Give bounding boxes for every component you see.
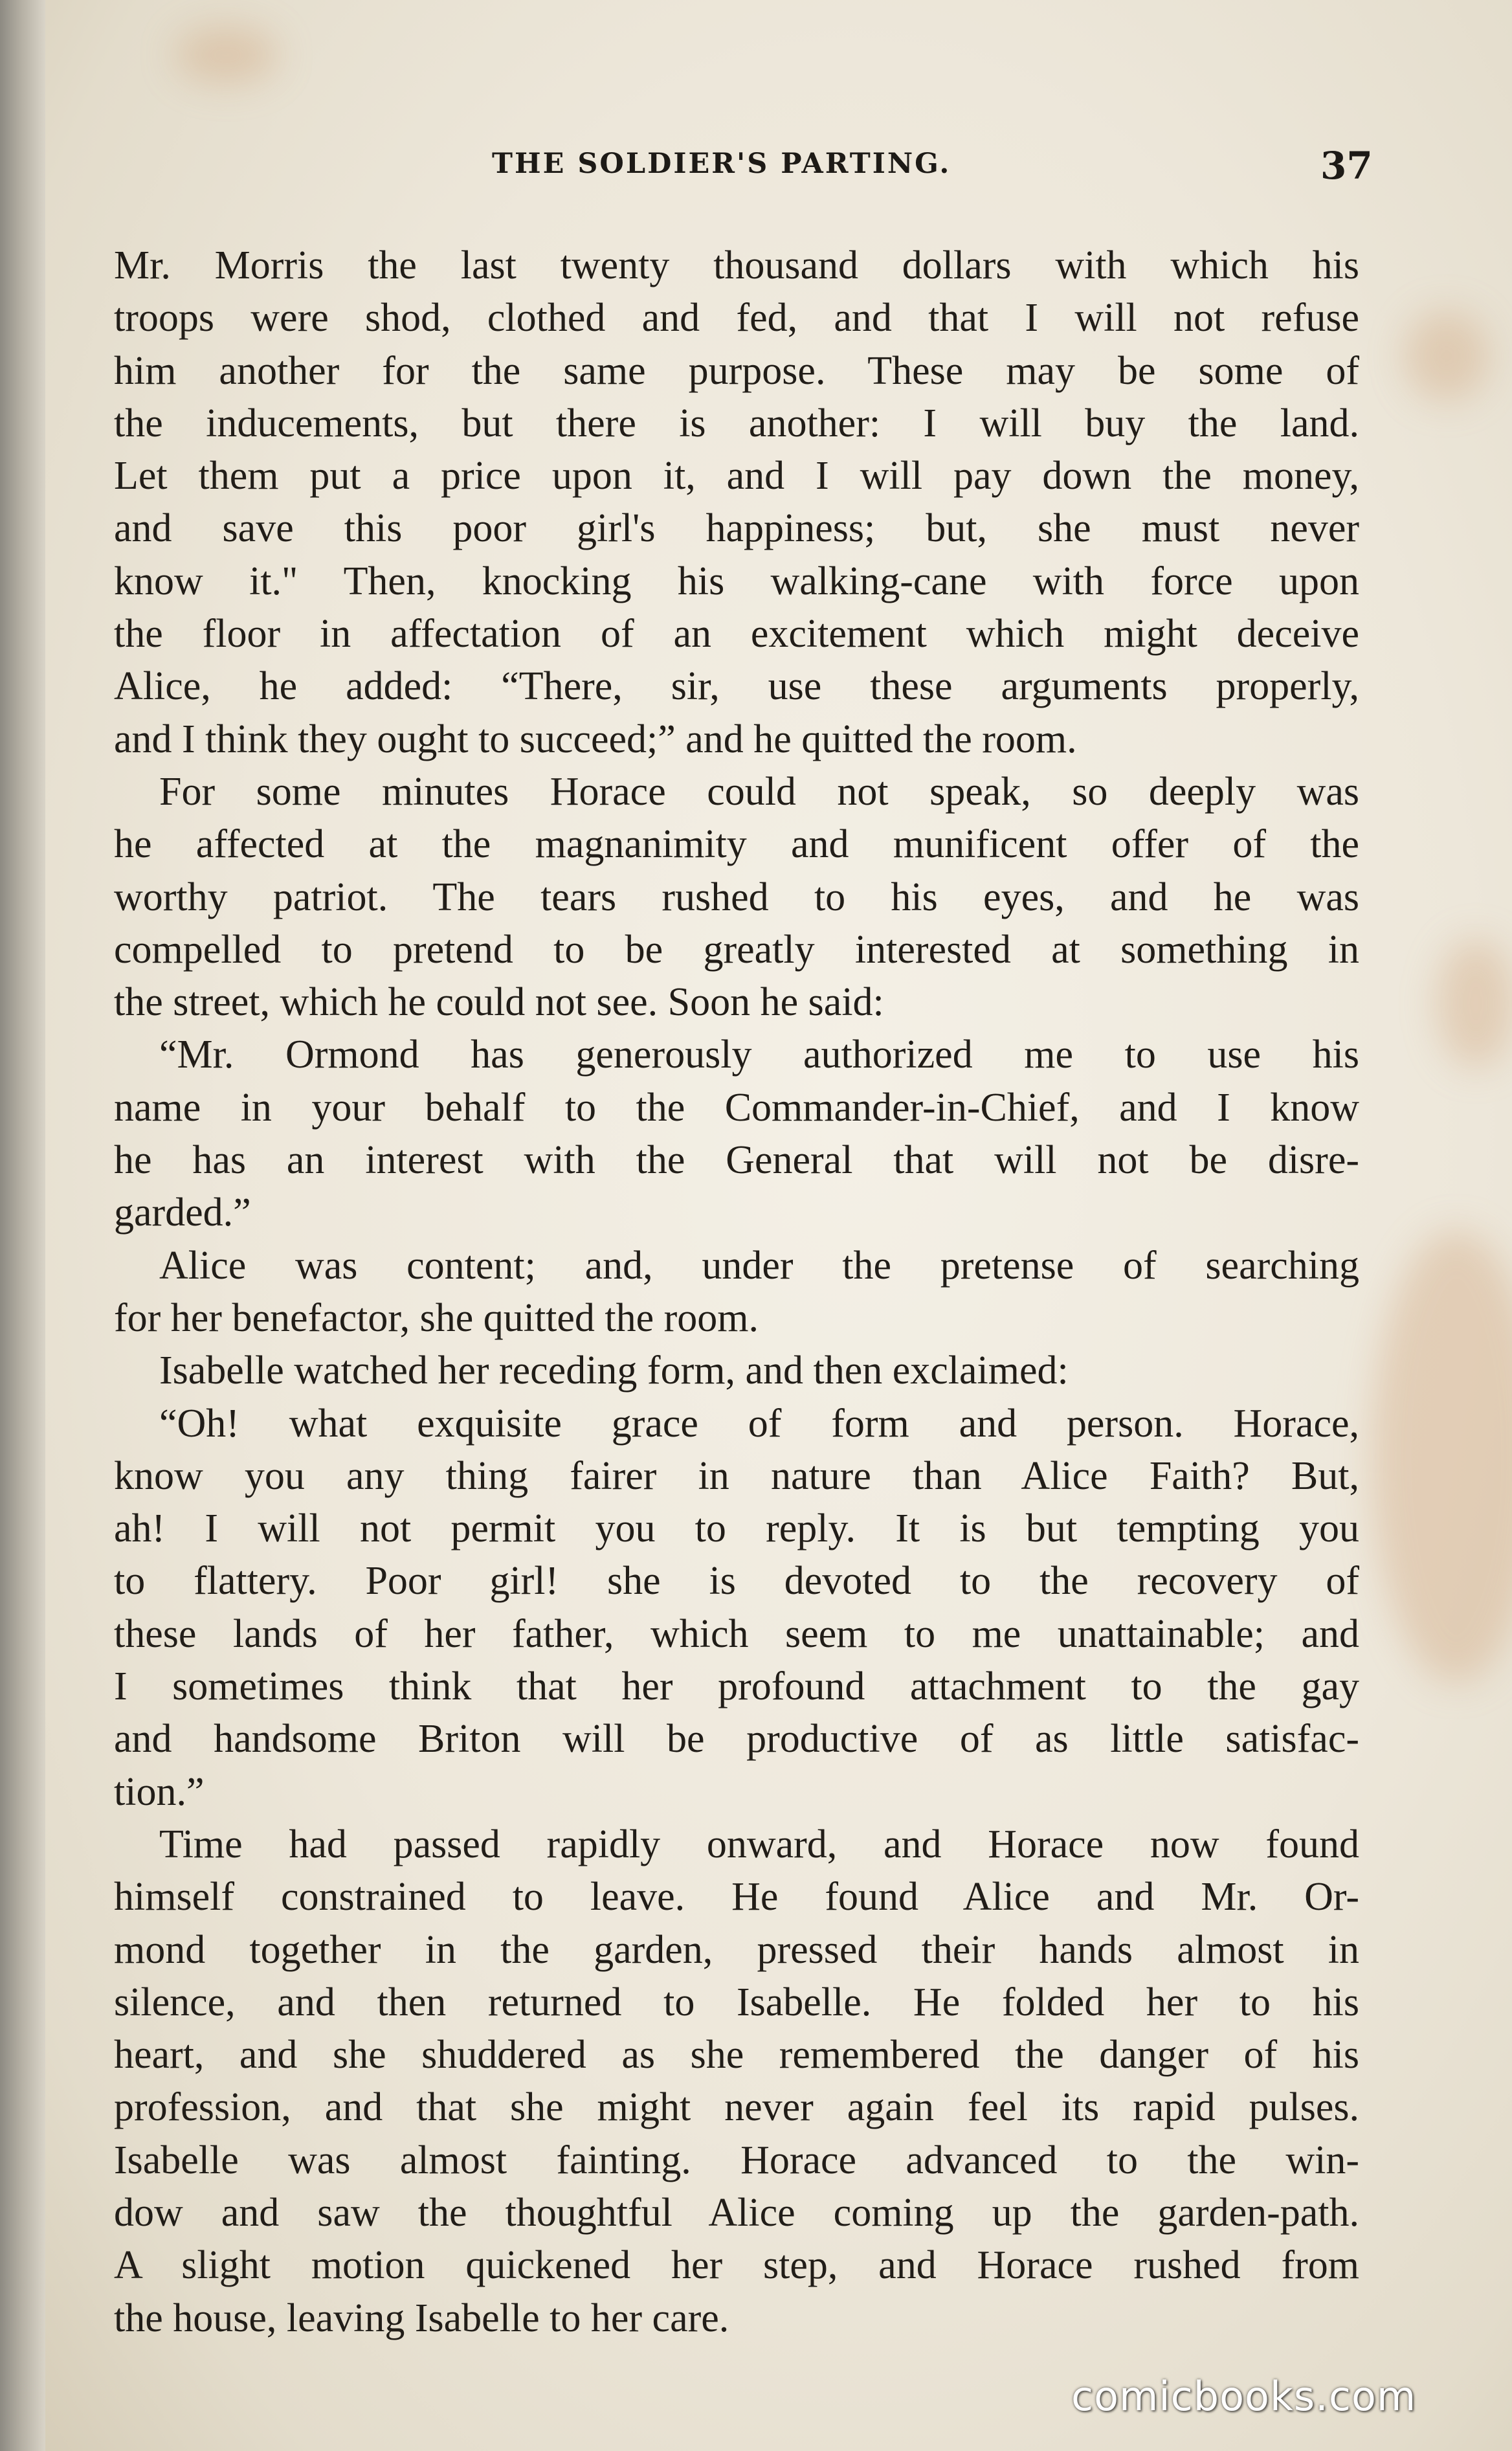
text-line: the floor in affectation of an excitement which might deceive [114, 612, 1359, 656]
page-stain [1405, 311, 1489, 401]
text-line: he affected at the magnanimity and munificent offer of the [114, 822, 1359, 867]
text-line: and handsome Briton will be productive of as little satisfac- [114, 1717, 1359, 1762]
text-line: these lands of her father, which seem to me unattainable; and [114, 1611, 1359, 1656]
text-line: name in your behalf to the Commander-in-Chief, and I know [114, 1085, 1359, 1130]
book-page [45, 0, 1512, 2451]
text-line: the inducements, but there is another: I will buy the land. [114, 401, 1359, 445]
page-stain [1437, 939, 1512, 1068]
text-line: compelled to pretend to be greatly interested at something in [114, 927, 1359, 972]
text-line: the street, which he could not see. Soon he said: [114, 980, 884, 1025]
text-line: ah! I will not permit you to reply. It is but tempting you [114, 1506, 1359, 1551]
text-line: Let them put a price upon it, and I will pay down the money, [114, 454, 1359, 498]
text-line: Alice, he added: “There, sir, use these arguments properly, [114, 664, 1359, 709]
body-text [114, 240, 1359, 2345]
text-line: to flattery. Poor girl! she is devoted to the recovery of [114, 1559, 1359, 1604]
text-line: profession, and that she might never again feel its rapid pulses. [114, 2085, 1359, 2130]
text-line: and save this poor girl's happiness; but, she must never [114, 506, 1359, 551]
text-line: him another for the same purpose. These may be some of [114, 348, 1359, 393]
text-line: Isabelle was almost fainting. Horace advanced to the win- [114, 2138, 1359, 2182]
page-number: 37 [1320, 144, 1373, 188]
text-line: himself constrained to leave. He found Alice and Mr. Or- [114, 1875, 1359, 1919]
text-line: “Oh! what exquisite grace of form and person. Horace, [159, 1401, 1359, 1446]
page-header [45, 144, 1512, 199]
text-line: Time had passed rapidly onward, and Horace now found [159, 1822, 1359, 1866]
text-line: garded.” [114, 1191, 251, 1235]
text-line: mond together in the garden, pressed their hands almost in [114, 1927, 1359, 1972]
book-gutter [0, 0, 45, 2451]
text-line: dow and saw the thoughtful Alice coming up the garden-path. [114, 2190, 1359, 2235]
text-line: for her benefactor, she quitted the room. [114, 1295, 759, 1340]
text-line: know it." Then, knocking his walking-cane with force upon [114, 559, 1359, 603]
text-line: worthy patriot. The tears rushed to his eyes, and he was [114, 875, 1359, 919]
watermark-text: comicbooks.com [1071, 2373, 1417, 2420]
text-line: tion.” [114, 1769, 205, 1814]
page-stain [175, 26, 278, 84]
text-line: “Mr. Ormond has generously authorized me to use his [159, 1033, 1359, 1077]
text-line: Alice was content; and, under the pretense of searching [159, 1243, 1359, 1288]
text-line: and I think they ought to succeed;” and he quitted the room. [114, 717, 1077, 761]
text-line: For some minutes Horace could not speak, so deeply was [159, 769, 1359, 814]
text-line: Mr. Morris the last twenty thousand dollars with which his [114, 243, 1359, 287]
text-line: heart, and she shuddered as she remembered the danger of his [114, 2033, 1359, 2077]
text-line: troops were shod, clothed and fed, and that I will not refuse [114, 296, 1359, 341]
text-line: Isabelle watched her receding form, and then exclaimed: [159, 1349, 1069, 1393]
page-stain [1372, 1230, 1512, 1683]
text-line: silence, and then returned to Isabelle. He folded her to his [114, 1980, 1359, 2024]
text-line: he has an interest with the General that will not be disre- [114, 1138, 1359, 1183]
running-head: THE SOLDIER'S PARTING. [492, 148, 951, 180]
text-line: know you any thing fairer in nature than Alice Faith? But, [114, 1453, 1359, 1498]
text-line: I sometimes think that her profound attachment to the gay [114, 1664, 1359, 1709]
text-line: A slight motion quickened her step, and Horace rushed from [114, 2243, 1359, 2288]
text-line: the house, leaving Isabelle to her care. [114, 2296, 729, 2340]
